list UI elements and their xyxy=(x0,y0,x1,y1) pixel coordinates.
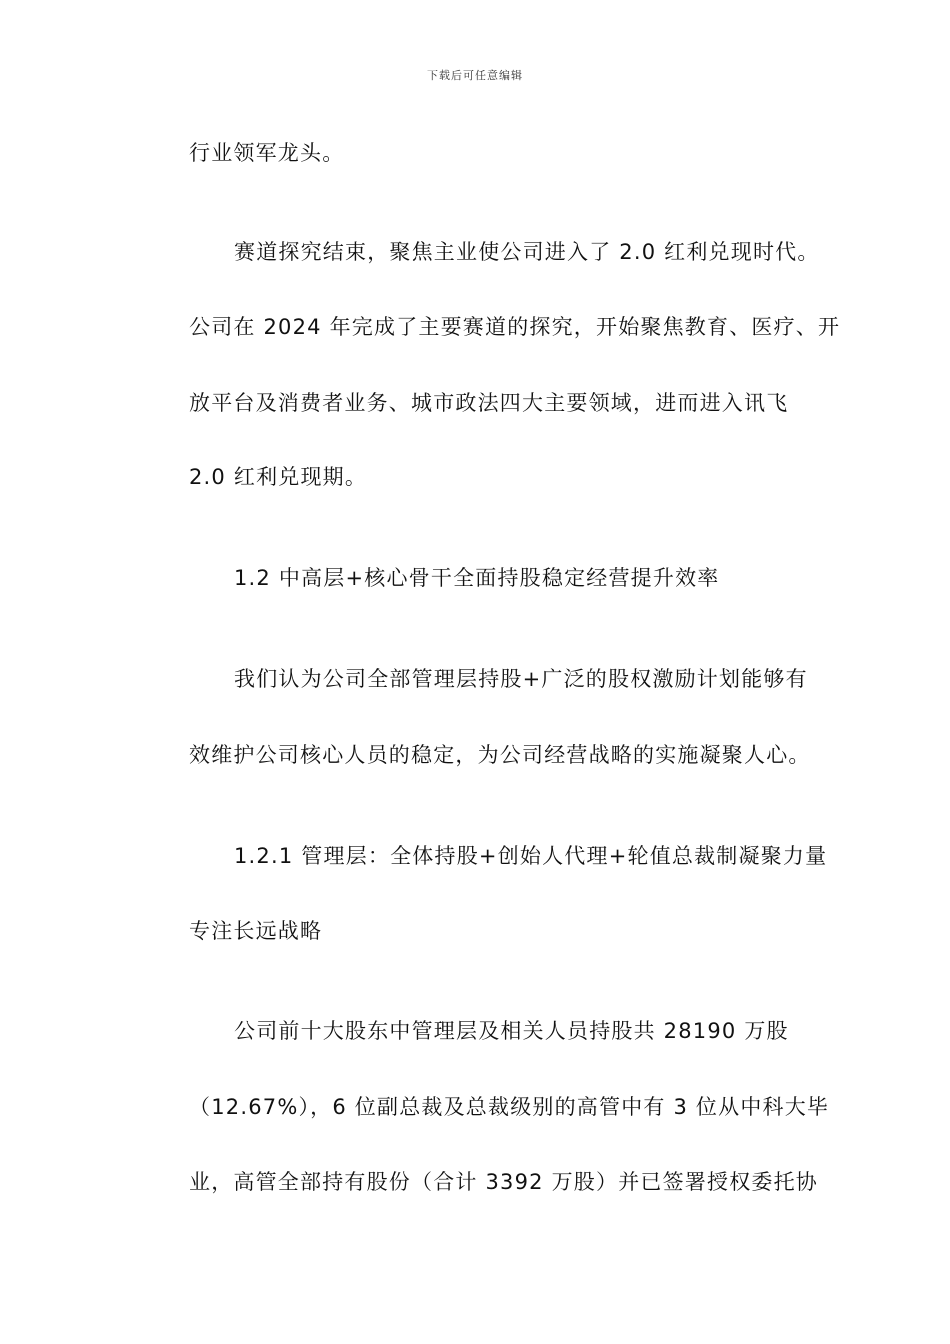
section-heading: 1.2 中高层+核心骨干全面持股稳定经营提升效率 xyxy=(234,566,720,590)
paragraph-line: 2.0 红利兑现期。 xyxy=(189,465,368,489)
subsection-heading: 1.2.1 管理层：全体持股+创始人代理+轮值总裁制凝聚力量 xyxy=(234,844,828,868)
paragraph-line: 效维护公司核心人员的稳定，为公司经营战略的实施凝聚人心。 xyxy=(189,743,811,767)
paragraph-line: 放平台及消费者业务、城市政法四大主要领域，进而进入讯飞 xyxy=(189,391,789,415)
paragraph-line: 行业领军龙头。 xyxy=(189,141,345,165)
paragraph-line: 公司在 2024 年完成了主要赛道的探究，开始聚焦教育、医疗、开 xyxy=(189,315,841,339)
paragraph-line: （12.67%），6 位副总裁及总裁级别的高管中有 3 位从中科大毕 xyxy=(189,1095,830,1119)
paragraph-line: 业，高管全部持有股份（合计 3392 万股）并已签署授权委托协 xyxy=(189,1170,818,1194)
page-header: 下载后可任意编辑 xyxy=(427,69,523,82)
paragraph-line: 公司前十大股东中管理层及相关人员持股共 28190 万股 xyxy=(234,1019,789,1043)
paragraph-line: 赛道探究结束，聚焦主业使公司进入了 2.0 红利兑现时代。 xyxy=(234,240,820,264)
subsection-heading: 专注长远战略 xyxy=(189,919,323,943)
paragraph-line: 我们认为公司全部管理层持股+广泛的股权激励计划能够有 xyxy=(234,667,808,691)
